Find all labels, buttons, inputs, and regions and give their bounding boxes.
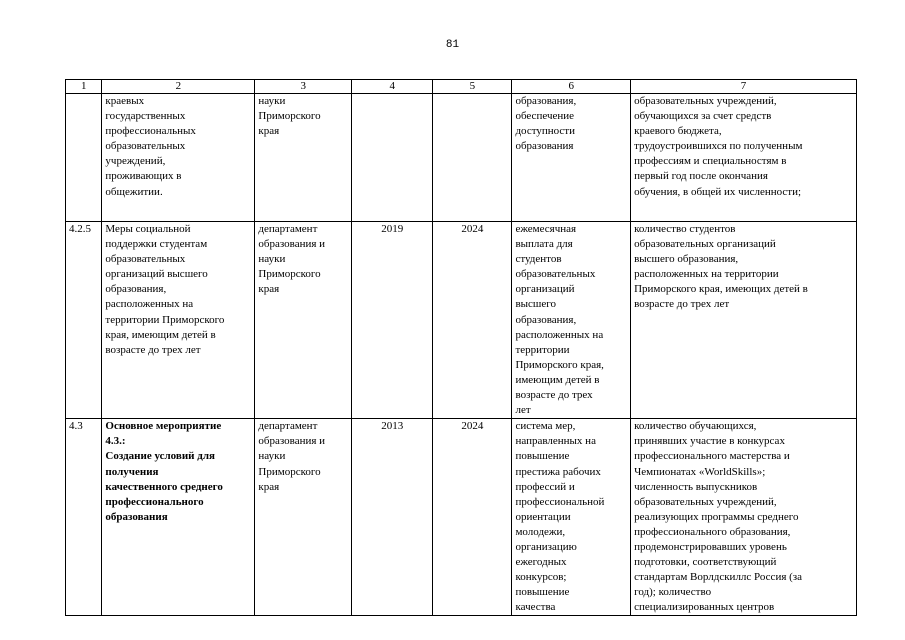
expected-result: ежемесячная выплата для студентов образовательных организаций высшего образования, расположенных на территории Приморского края, имеющим детей в возрасте до трех лет: [515, 223, 604, 417]
indicators-cell: [631, 419, 857, 616]
indicators-cell: [631, 94, 857, 222]
table-row: [66, 419, 857, 616]
end-year-cell: [433, 222, 512, 419]
expected-result-cell: [512, 94, 631, 222]
indicators-cell: [631, 222, 857, 419]
responsible-executor: науки Приморского края: [258, 95, 321, 138]
row-number-cell: [66, 94, 102, 222]
expected-result: система мер, направленных на повышение престижа рабочих профессий и профессиональной ориентации молодежи, организацию ежегодных конкурсов; повышение качества: [515, 420, 605, 614]
page-number: 81: [445, 39, 460, 51]
measure-name-cell: [102, 94, 255, 222]
column-header-6: 6: [512, 80, 631, 94]
measure-name: Основное мероприятие 4.3.: Создание условий для получения качественного среднего профессионального образования: [105, 420, 223, 523]
row-number: 4.2.5: [69, 223, 91, 235]
start-year-cell: [352, 419, 433, 616]
table-header-row: [66, 80, 857, 94]
measure-name: Меры социальной поддержки студентам образовательных организаций высшего образования, расположенных на территории Приморского края, имеющим детей в возрасте до трех лет: [105, 223, 225, 356]
responsible-executor: департамент образования и науки Приморского края: [258, 223, 326, 296]
column-header-2: 2: [102, 80, 255, 94]
column-header-3: 3: [255, 80, 352, 94]
responsible-cell: [255, 222, 352, 419]
column-header-7: 7: [631, 80, 857, 94]
end-year-cell: [433, 419, 512, 616]
end-year: 2024: [461, 420, 484, 433]
start-year-cell: [352, 94, 433, 222]
column-header-5: 5: [433, 80, 512, 94]
expected-result-cell: [512, 222, 631, 419]
responsible-cell: [255, 419, 352, 616]
row-number-cell: [66, 419, 102, 616]
end-year: 2024: [461, 223, 484, 235]
expected-result-cell: [512, 419, 631, 616]
indicators: количество студентов образовательных организаций высшего образования, расположенных на территории Приморского края, имеющих детей в возрасте до трех лет: [634, 223, 808, 311]
table-row: [66, 222, 857, 419]
indicators: образовательных учреждений, обучающихся за счет средств краевого бюджета, трудоустроившихся по полученным профессиям и специальностям в первый год после окончания обучения, в общей их численности;: [634, 95, 803, 198]
column-header-4: 4: [352, 80, 433, 94]
measure-name-cell: [102, 222, 255, 419]
responsible-executor: департамент образования и науки Приморского края: [258, 420, 326, 493]
start-year-cell: [352, 222, 433, 419]
end-year-cell: [433, 94, 512, 222]
table-row: [66, 94, 857, 222]
start-year: 2013: [381, 420, 404, 433]
row-number-cell: [66, 222, 102, 419]
start-year: 2019: [381, 223, 404, 235]
responsible-cell: [255, 94, 352, 222]
indicators: количество обучающихся, принявших участие в конкурсах профессионального мастерства и Чемпионатах «WorldSkills»; численность выпускников образовательных учреждений, реализующих программы среднего профессионального образования, продемонстрировавших уровень подготовки, соответствующий стандартам Ворлдскиллс Россия (за год); количество специализированных центров: [634, 420, 803, 614]
expected-result: образования, обеспечение доступности образования: [515, 95, 577, 153]
program-measures-table: [65, 79, 857, 616]
row-number: 4.3: [69, 420, 83, 433]
measure-name: краевых государственных профессиональных образовательных учреждений, проживающих в общежитии.: [105, 95, 196, 198]
measure-name-cell: [102, 419, 255, 616]
column-header-1: 1: [66, 80, 102, 94]
